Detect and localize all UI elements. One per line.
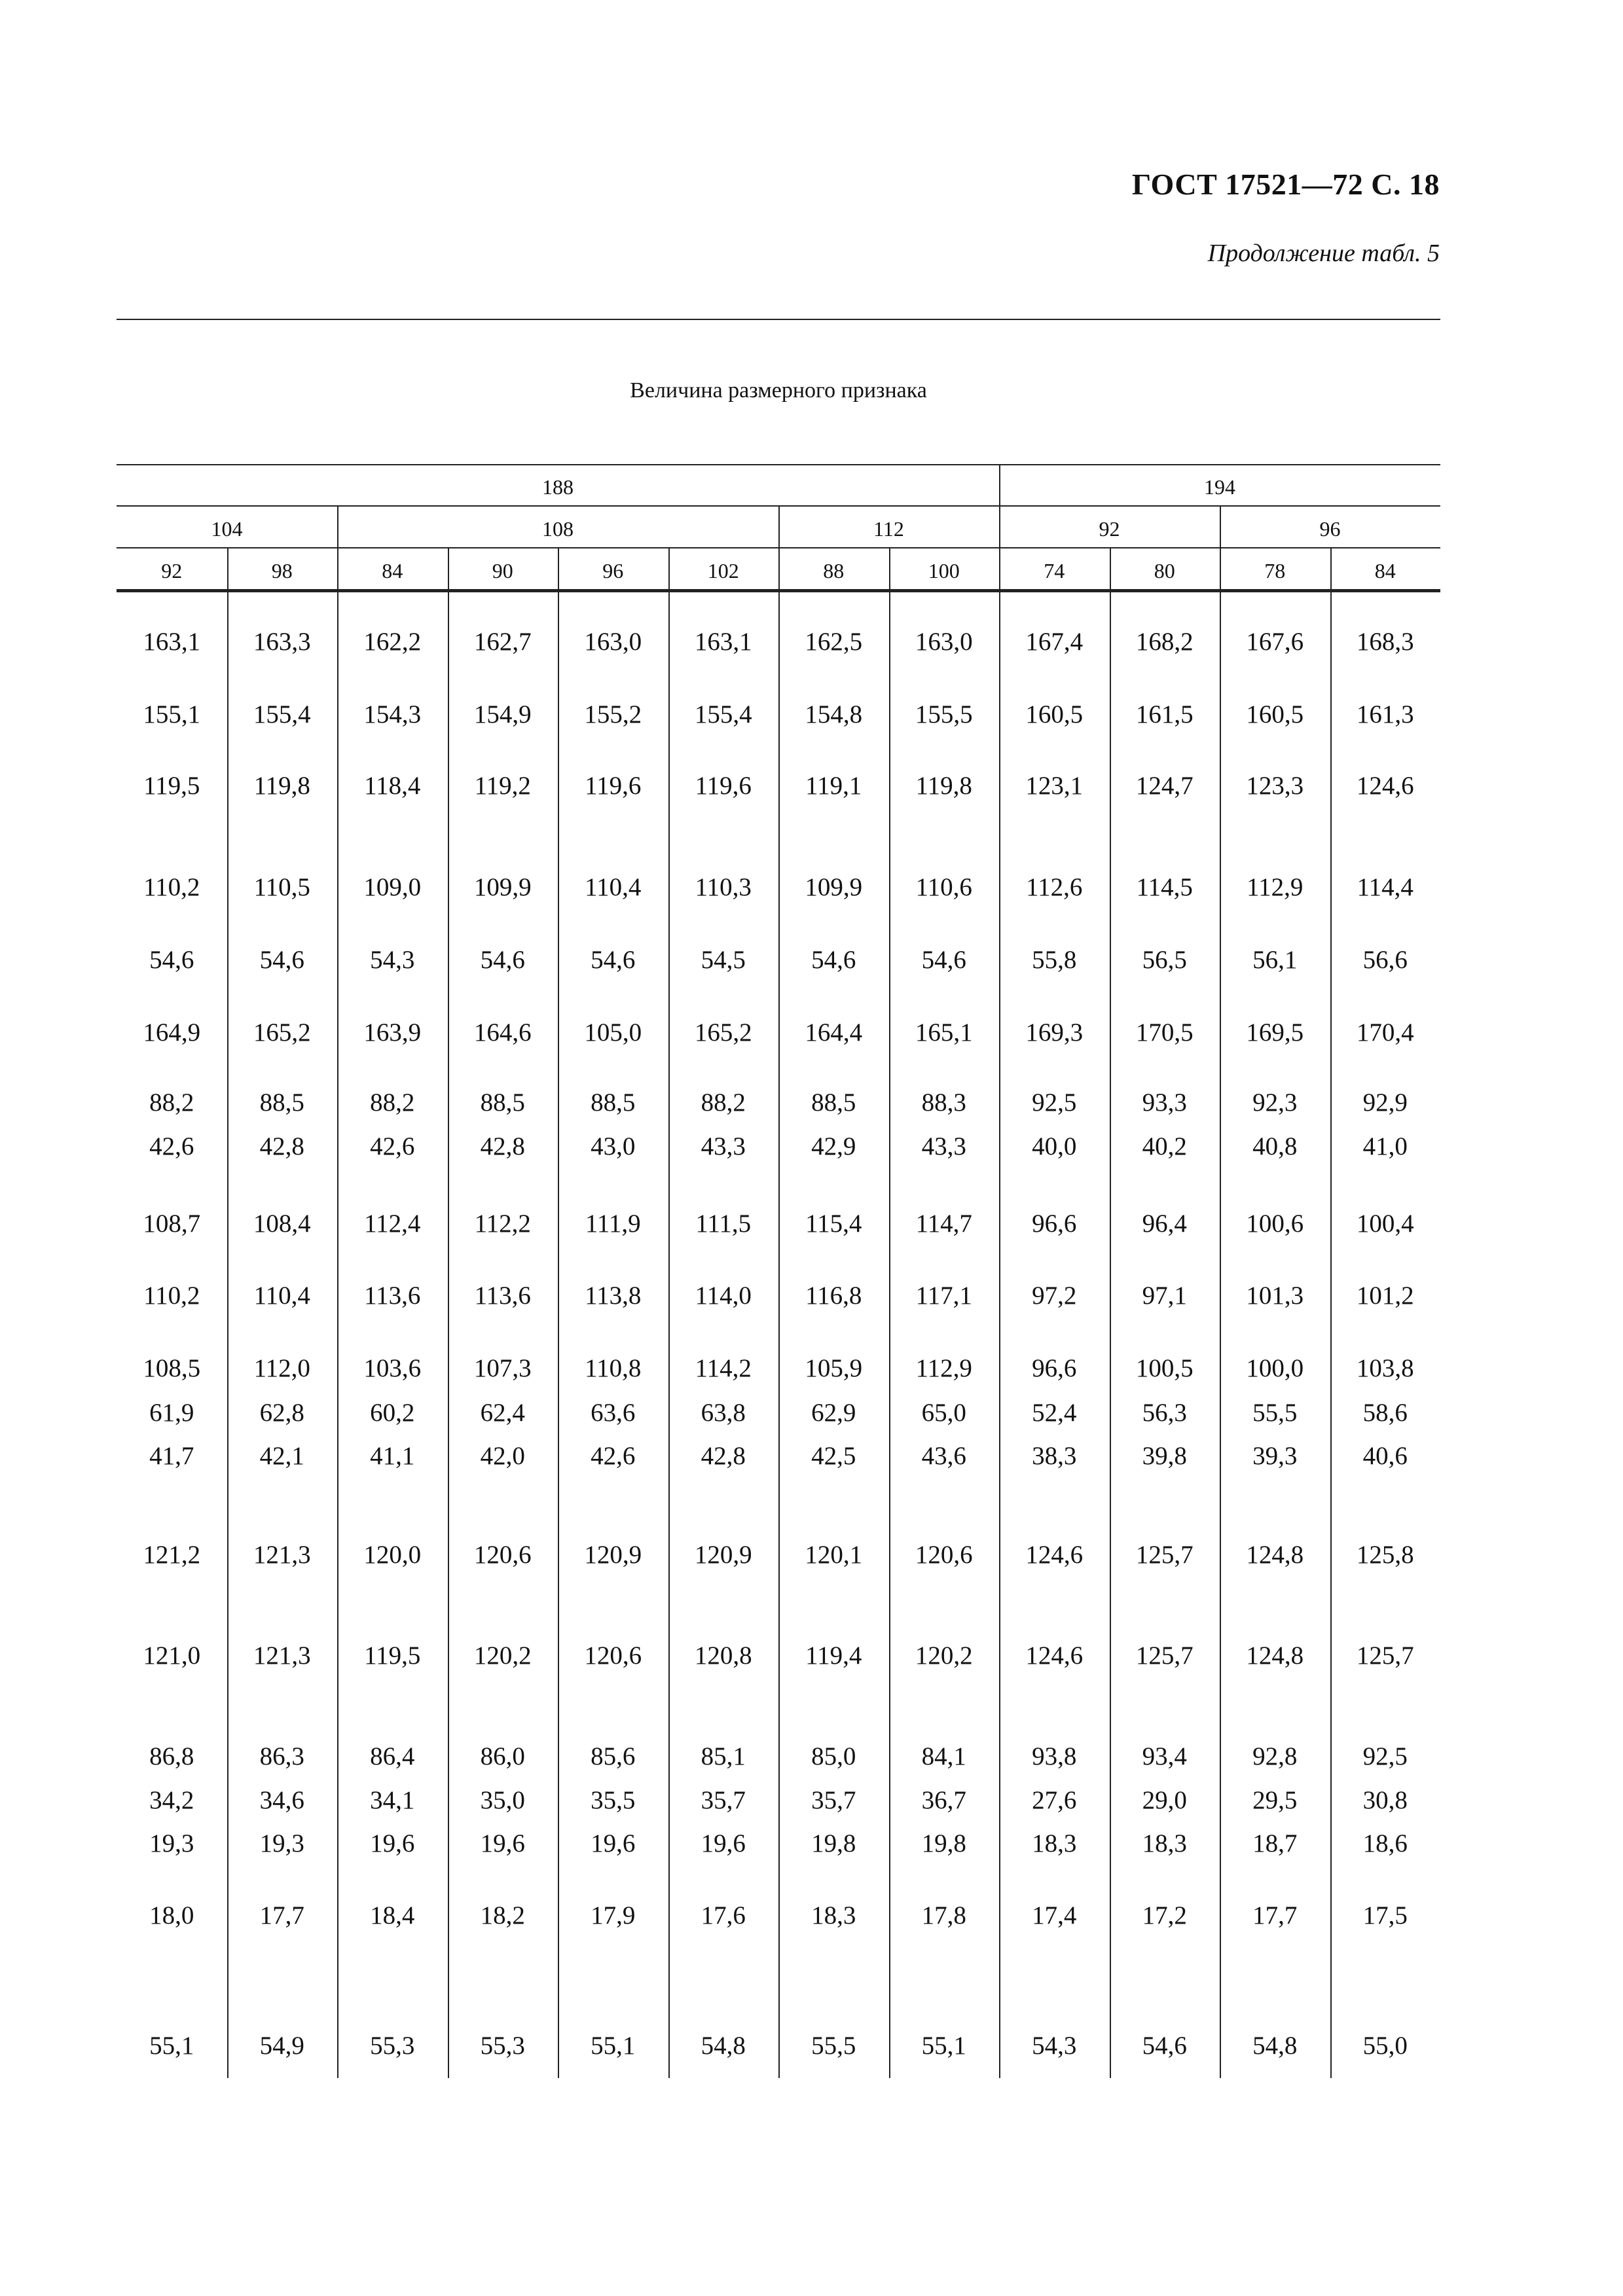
table-cell: 40,0 [1032,1132,1077,1160]
table-cell: 120,9 [694,1541,752,1569]
table-cell: 155,4 [694,700,752,728]
table-cell: 96,6 [1032,1210,1077,1238]
table-cell: 154,9 [473,700,532,728]
table-cell: 108,7 [143,1210,201,1238]
table-cell: 55,3 [480,2032,525,2060]
table-cell: 61,9 [149,1399,194,1427]
table-cell: 112,6 [1026,873,1083,901]
table-cell: 86,3 [259,1742,304,1770]
table-cell: 110,2 [143,1282,200,1310]
table-cell: 163,9 [363,1018,422,1047]
table-cell: 124,8 [1246,1541,1304,1569]
table-cell: 30,8 [1362,1786,1408,1814]
table-cell: 100,5 [1135,1354,1194,1382]
column-header: 84 [382,559,403,583]
table-cell: 54,6 [480,946,525,974]
table-cell: 19,8 [811,1829,856,1857]
table-cell: 165,2 [253,1018,311,1047]
column-header: 78 [1264,559,1286,583]
table-cell: 54,8 [701,2032,746,2060]
table-cell: 43,3 [921,1132,966,1160]
table-cell: 36,7 [921,1786,966,1814]
table-cell: 42,8 [259,1132,304,1160]
table-cell: 19,8 [921,1829,966,1857]
table-cell: 125,8 [1356,1541,1414,1569]
table-cell: 17,7 [259,1901,304,1929]
table-cell: 40,2 [1142,1132,1187,1160]
table-cell: 42,1 [259,1442,304,1470]
column-header: 84 [1374,559,1396,583]
table-cell: 170,4 [1356,1018,1414,1047]
table-cell: 56,1 [1252,946,1298,974]
table-cell: 169,5 [1246,1018,1304,1047]
table-cell: 154,3 [363,700,422,728]
table-cell: 42,0 [480,1442,525,1470]
table-cell: 41,1 [370,1442,415,1470]
page-header-title: ГОСТ 17521—72 С. 18 [1131,168,1440,201]
table-cell: 88,2 [370,1088,415,1117]
table-cell: 54,3 [370,946,415,974]
header-divider-l2 [337,506,338,548]
table-cell: 63,6 [591,1399,636,1427]
column-header: 90 [492,559,513,583]
table-cell: 108,4 [253,1210,311,1238]
table-cell: 123,1 [1025,772,1084,800]
data-table [117,464,1440,2078]
table-cell: 155,4 [253,700,311,728]
column-header: 88 [823,559,845,583]
table-cell: 124,6 [1356,772,1414,800]
table-cell: 170,5 [1135,1018,1194,1047]
table-cell: 19,3 [259,1829,304,1857]
table-cell: 111,9 [585,1210,641,1238]
table-cell: 110,4 [585,873,642,901]
table-cell: 92,9 [1362,1088,1408,1117]
table-cell: 121,3 [253,1541,311,1569]
table-cell: 163,1 [143,628,201,656]
table-cell: 165,2 [694,1018,752,1047]
table-cell: 100,6 [1246,1210,1304,1238]
table-cell: 119,6 [695,772,752,800]
table-cell: 34,1 [370,1786,415,1814]
table-cell: 112,2 [474,1210,531,1238]
table-cell: 120,6 [915,1541,973,1569]
table-cell: 88,5 [259,1088,304,1117]
table-cell: 119,1 [805,772,862,800]
table-cell: 120,2 [915,1641,973,1670]
table-cell: 109,0 [363,873,422,901]
table-cell: 55,1 [591,2032,636,2060]
table-cell: 162,2 [363,628,422,656]
table-cell: 56,6 [1362,946,1408,974]
table-cell: 55,0 [1362,2032,1408,2060]
table-cell: 52,4 [1032,1399,1077,1427]
table-cell: 160,5 [1246,700,1304,728]
table-cell: 119,4 [805,1641,862,1670]
table-cell: 124,6 [1025,1541,1084,1569]
table-cell: 112,0 [253,1354,310,1382]
table-cell: 43,6 [921,1442,966,1470]
table-cell: 65,0 [921,1399,966,1427]
table-cell: 97,1 [1142,1282,1187,1310]
table-cell: 43,0 [591,1132,636,1160]
table-cell: 54,6 [259,946,304,974]
table-cell: 18,0 [149,1901,194,1929]
table-cell: 162,5 [805,628,863,656]
table-cell: 27,6 [1032,1786,1077,1814]
table-cell: 155,5 [915,700,973,728]
table-cell: 18,2 [480,1901,525,1929]
table-cell: 112,9 [915,1354,972,1382]
table-cell: 38,3 [1032,1442,1077,1470]
column-header: 80 [1154,559,1175,583]
table-cell: 54,6 [149,946,194,974]
table-cell: 162,7 [473,628,532,656]
header-group-level2: 104 [211,517,243,541]
column-header: 96 [602,559,624,583]
table-cell: 86,0 [480,1742,525,1770]
table-cell: 35,7 [811,1786,856,1814]
table-cell: 123,3 [1246,772,1304,800]
table-cell: 88,2 [701,1088,746,1117]
table-cell: 115,4 [805,1210,862,1238]
table-cell: 168,3 [1356,628,1414,656]
table-cell: 161,3 [1356,700,1414,728]
table-cell: 60,2 [370,1399,415,1427]
top-rule [117,319,1440,320]
header-group-level2: 96 [1319,517,1341,541]
table-cell: 155,1 [143,700,201,728]
table-cell: 120,6 [584,1641,642,1670]
header-divider-l2 [1220,506,1221,548]
table-cell: 169,3 [1025,1018,1084,1047]
table-cell: 100,0 [1246,1354,1304,1382]
header-divider-l2 [778,506,780,548]
table-cell: 86,8 [149,1742,194,1770]
table-cell: 121,2 [143,1541,201,1569]
table-cell: 42,6 [591,1442,636,1470]
table-cell: 92,3 [1252,1088,1298,1117]
table-cell: 62,9 [811,1399,856,1427]
table-cell: 120,8 [694,1641,752,1670]
table-cell: 165,1 [915,1018,973,1047]
table-cell: 121,3 [253,1641,311,1670]
table-cell: 119,8 [253,772,310,800]
table-cell: 92,8 [1252,1742,1298,1770]
header-divider-l1 [999,464,1000,548]
table-cell: 17,8 [921,1901,966,1929]
header-rule-top [117,464,1440,465]
table-cell: 92,5 [1362,1742,1408,1770]
table-cell: 124,6 [1025,1641,1084,1670]
table-cell: 96,4 [1142,1210,1187,1238]
table-cell: 34,6 [259,1786,304,1814]
table-cell: 88,3 [921,1088,966,1117]
table-cell: 120,9 [584,1541,642,1569]
table-cell: 167,4 [1025,628,1084,656]
table-cell: 34,2 [149,1786,194,1814]
table-cell: 164,4 [805,1018,863,1047]
table-cell: 110,8 [585,1354,642,1382]
table-cell: 125,7 [1135,1541,1194,1569]
table-cell: 56,5 [1142,946,1187,974]
table-cell: 19,6 [480,1829,525,1857]
table-cell: 17,6 [701,1901,746,1929]
table-cell: 119,8 [915,772,972,800]
table-cell: 117,1 [915,1282,972,1310]
table-cell: 19,6 [701,1829,746,1857]
table-cell: 58,6 [1362,1399,1408,1427]
header-group-level2: 92 [1099,517,1120,541]
table-cell: 41,0 [1362,1132,1408,1160]
table-cell: 110,2 [143,873,200,901]
table-cell: 168,2 [1135,628,1194,656]
table-cell: 103,8 [1356,1354,1414,1382]
table-cell: 125,7 [1135,1641,1194,1670]
table-cell: 111,5 [695,1210,752,1238]
column-header: 74 [1044,559,1065,583]
table-cell: 112,4 [364,1210,421,1238]
table-cell: 100,4 [1356,1210,1414,1238]
table-cell: 55,3 [370,2032,415,2060]
table-cell: 17,4 [1032,1901,1077,1929]
table-cell: 18,3 [1032,1829,1077,1857]
table-cell: 54,9 [259,2032,304,2060]
table-cell: 43,3 [701,1132,746,1160]
table-cell: 114,4 [1357,873,1413,901]
table-cell: 19,6 [591,1829,636,1857]
table-cell: 154,8 [805,700,863,728]
table-cell: 18,6 [1362,1829,1408,1857]
table-cell: 17,7 [1252,1901,1298,1929]
table-cell: 105,0 [584,1018,642,1047]
table-cell: 54,3 [1032,2032,1077,2060]
table-continuation-note: Продолжение табл. 5 [1207,240,1440,267]
table-cell: 42,6 [149,1132,194,1160]
table-cell: 55,5 [1252,1399,1298,1427]
table-cell: 109,9 [805,873,863,901]
table-cell: 114,7 [915,1210,972,1238]
table-cell: 86,4 [370,1742,415,1770]
table-cell: 119,5 [143,772,200,800]
table-cell: 124,7 [1135,772,1194,800]
table-cell: 35,0 [480,1786,525,1814]
table-cell: 124,8 [1246,1641,1304,1670]
header-group-level1: 188 [542,475,574,499]
header-group-level1: 194 [1204,475,1235,499]
table-cell: 110,3 [695,873,752,901]
table-cell: 54,6 [1142,2032,1187,2060]
table-cell: 119,2 [474,772,531,800]
table-cell: 54,5 [701,946,746,974]
table-cell: 55,5 [811,2032,856,2060]
table-cell: 121,0 [143,1641,201,1670]
table-cell: 118,4 [364,772,421,800]
column-header: 102 [707,559,739,583]
table-cell: 120,2 [473,1641,532,1670]
table-cell: 19,3 [149,1829,194,1857]
table-cell: 42,8 [701,1442,746,1470]
table-cell: 96,6 [1032,1354,1077,1382]
table-cell: 113,8 [585,1282,642,1310]
table-cell: 161,5 [1135,700,1194,728]
table-cell: 18,4 [370,1901,415,1929]
table-cell: 63,8 [701,1399,746,1427]
table-cell: 167,6 [1246,628,1304,656]
header-group-level2: 108 [542,517,574,541]
table-cell: 88,5 [480,1088,525,1117]
table-cell: 85,0 [811,1742,856,1770]
table-cell: 39,3 [1252,1442,1298,1470]
table-cell: 42,9 [811,1132,856,1160]
header-group-level2: 112 [873,517,904,541]
table-cell: 54,6 [591,946,636,974]
table-cell: 107,3 [473,1354,532,1382]
table-cell: 18,3 [811,1901,856,1929]
table-cell: 93,8 [1032,1742,1077,1770]
table-cell: 164,9 [143,1018,201,1047]
table-cell: 62,4 [480,1399,525,1427]
table-cell: 55,1 [149,2032,194,2060]
table-cell: 40,6 [1362,1442,1408,1470]
table-cell: 84,1 [921,1742,966,1770]
table-cell: 101,2 [1356,1282,1414,1310]
table-cell: 93,4 [1142,1742,1187,1770]
table-cell: 114,5 [1136,873,1193,901]
table-cell: 163,3 [253,628,311,656]
table-cell: 29,5 [1252,1786,1298,1814]
table-cell: 119,5 [364,1641,421,1670]
table-cell: 85,6 [591,1742,636,1770]
table-cell: 35,7 [701,1786,746,1814]
table-cell: 103,6 [363,1354,422,1382]
table-cell: 92,5 [1032,1088,1077,1117]
table-cell: 35,5 [591,1786,636,1814]
table-cell: 85,1 [701,1742,746,1770]
table-cell: 160,5 [1025,700,1084,728]
table-cell: 39,8 [1142,1442,1187,1470]
table-cell: 41,7 [149,1442,194,1470]
table-caption: Величина размерного признака [630,378,927,403]
table-cell: 120,6 [473,1541,532,1569]
table-cell: 113,6 [474,1282,531,1310]
table-cell: 88,2 [149,1088,194,1117]
table-cell: 42,5 [811,1442,856,1470]
table-cell: 54,6 [811,946,856,974]
column-header: 98 [271,559,293,583]
table-cell: 88,5 [811,1088,856,1117]
table-cell: 54,8 [1252,2032,1298,2060]
table-cell: 97,2 [1032,1282,1077,1310]
table-cell: 110,4 [253,1282,310,1310]
table-cell: 17,2 [1142,1901,1187,1929]
table-cell: 101,3 [1246,1282,1304,1310]
table-cell: 88,5 [591,1088,636,1117]
table-cell: 108,5 [143,1354,201,1382]
table-cell: 120,0 [363,1541,422,1569]
table-cell: 109,9 [473,873,532,901]
column-header: 92 [161,559,183,583]
table-cell: 120,1 [805,1541,863,1569]
table-cell: 18,3 [1142,1829,1187,1857]
table-cell: 164,6 [473,1018,532,1047]
table-cell: 17,9 [591,1901,636,1929]
table-cell: 105,9 [805,1354,863,1382]
table-cell: 42,8 [480,1132,525,1160]
table-cell: 114,0 [695,1282,752,1310]
table-cell: 54,6 [921,946,966,974]
table-cell: 155,2 [584,700,642,728]
table-cell: 17,5 [1362,1901,1408,1929]
table-cell: 119,6 [585,772,642,800]
table-cell: 163,0 [915,628,973,656]
table-cell: 163,0 [584,628,642,656]
table-cell: 18,7 [1252,1829,1298,1857]
table-cell: 163,1 [694,628,752,656]
table-cell: 55,8 [1032,946,1077,974]
table-cell: 125,7 [1356,1641,1414,1670]
table-cell: 112,9 [1247,873,1304,901]
table-cell: 56,3 [1142,1399,1187,1427]
table-cell: 29,0 [1142,1786,1187,1814]
table-cell: 114,2 [695,1354,752,1382]
table-cell: 55,1 [921,2032,966,2060]
table-cell: 116,8 [805,1282,862,1310]
column-header: 100 [928,559,960,583]
table-cell: 19,6 [370,1829,415,1857]
table-cell: 93,3 [1142,1088,1187,1117]
table-cell: 113,6 [364,1282,421,1310]
table-cell: 42,6 [370,1132,415,1160]
table-cell: 110,6 [915,873,972,901]
table-cell: 110,5 [253,873,310,901]
table-cell: 62,8 [259,1399,304,1427]
table-cell: 40,8 [1252,1132,1298,1160]
